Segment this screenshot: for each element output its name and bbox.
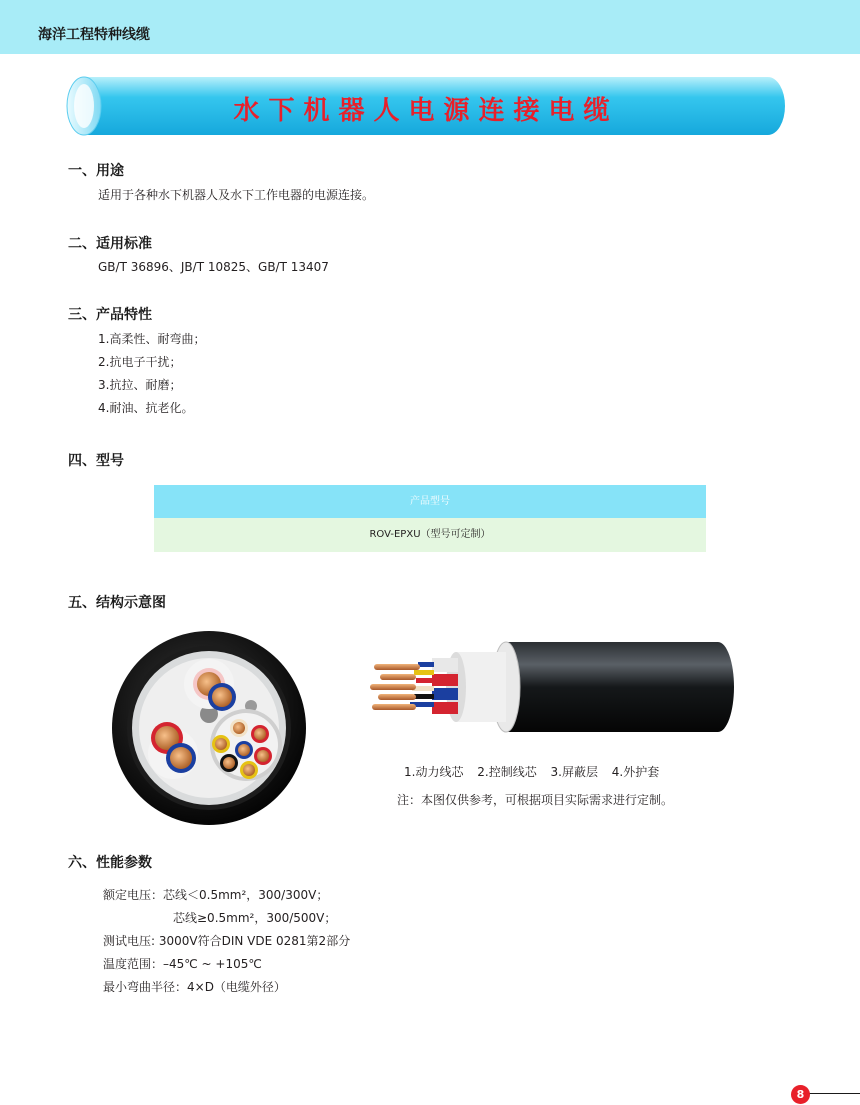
- param-line: 最小弯曲半径：4×D（电缆外径）: [103, 980, 286, 994]
- structure-legend: 1.动力线芯 2.控制线芯 3.屏蔽层 4.外护套: [404, 765, 660, 779]
- performance-list: [103, 884, 350, 999]
- features-list: [98, 328, 205, 420]
- standards-text: GB/T 36896、JB/T 10825、GB/T 13407: [98, 260, 329, 274]
- usage-heading: 一、用途: [68, 163, 124, 179]
- model-table: [154, 485, 706, 552]
- page-title: 水下机器人电源连接电缆: [233, 96, 619, 126]
- cable-side-view-image: [366, 636, 738, 736]
- param-line: 测试电压: 3000V符合DIN VDE 0281第2部分: [103, 934, 351, 948]
- footer-rule: [808, 1093, 860, 1094]
- performance-heading: 六、性能参数: [68, 855, 152, 871]
- feature-item: 4.耐油、抗老化。: [98, 401, 194, 415]
- structure-heading: 五、结构示意图: [68, 595, 166, 611]
- page-number: 8: [791, 1085, 810, 1104]
- header-bar: [0, 0, 860, 54]
- feature-item: 1.高柔性、耐弯曲；: [98, 332, 206, 346]
- param-line: 额定电压：芯线＜0.5mm²，300/300V；: [103, 888, 329, 902]
- structure-note: 注：本图仅供参考，可根据项目实际需求进行定制。: [397, 793, 674, 807]
- features-heading: 三、产品特性: [68, 307, 152, 323]
- model-heading: 四、型号: [68, 453, 124, 469]
- param-line: 温度范围：–45℃ ~ +105℃: [103, 957, 262, 971]
- param-line: 芯线≥0.5mm²，300/500V；: [173, 911, 337, 925]
- brand-label: 海洋工程特种线缆: [38, 27, 150, 43]
- feature-item: 2.抗电子干扰；: [98, 355, 182, 369]
- standards-heading: 二、适用标准: [68, 236, 152, 252]
- cable-cross-section-image: [111, 630, 307, 826]
- table-value-cell: ROV-EPXU（型号可定制）: [154, 518, 706, 552]
- feature-item: 3.抗拉、耐磨；: [98, 378, 182, 392]
- title-banner: [66, 76, 786, 136]
- table-header-cell: 产品型号: [154, 485, 706, 518]
- usage-text: 适用于各种水下机器人及水下工作电器的电源连接。: [98, 188, 375, 202]
